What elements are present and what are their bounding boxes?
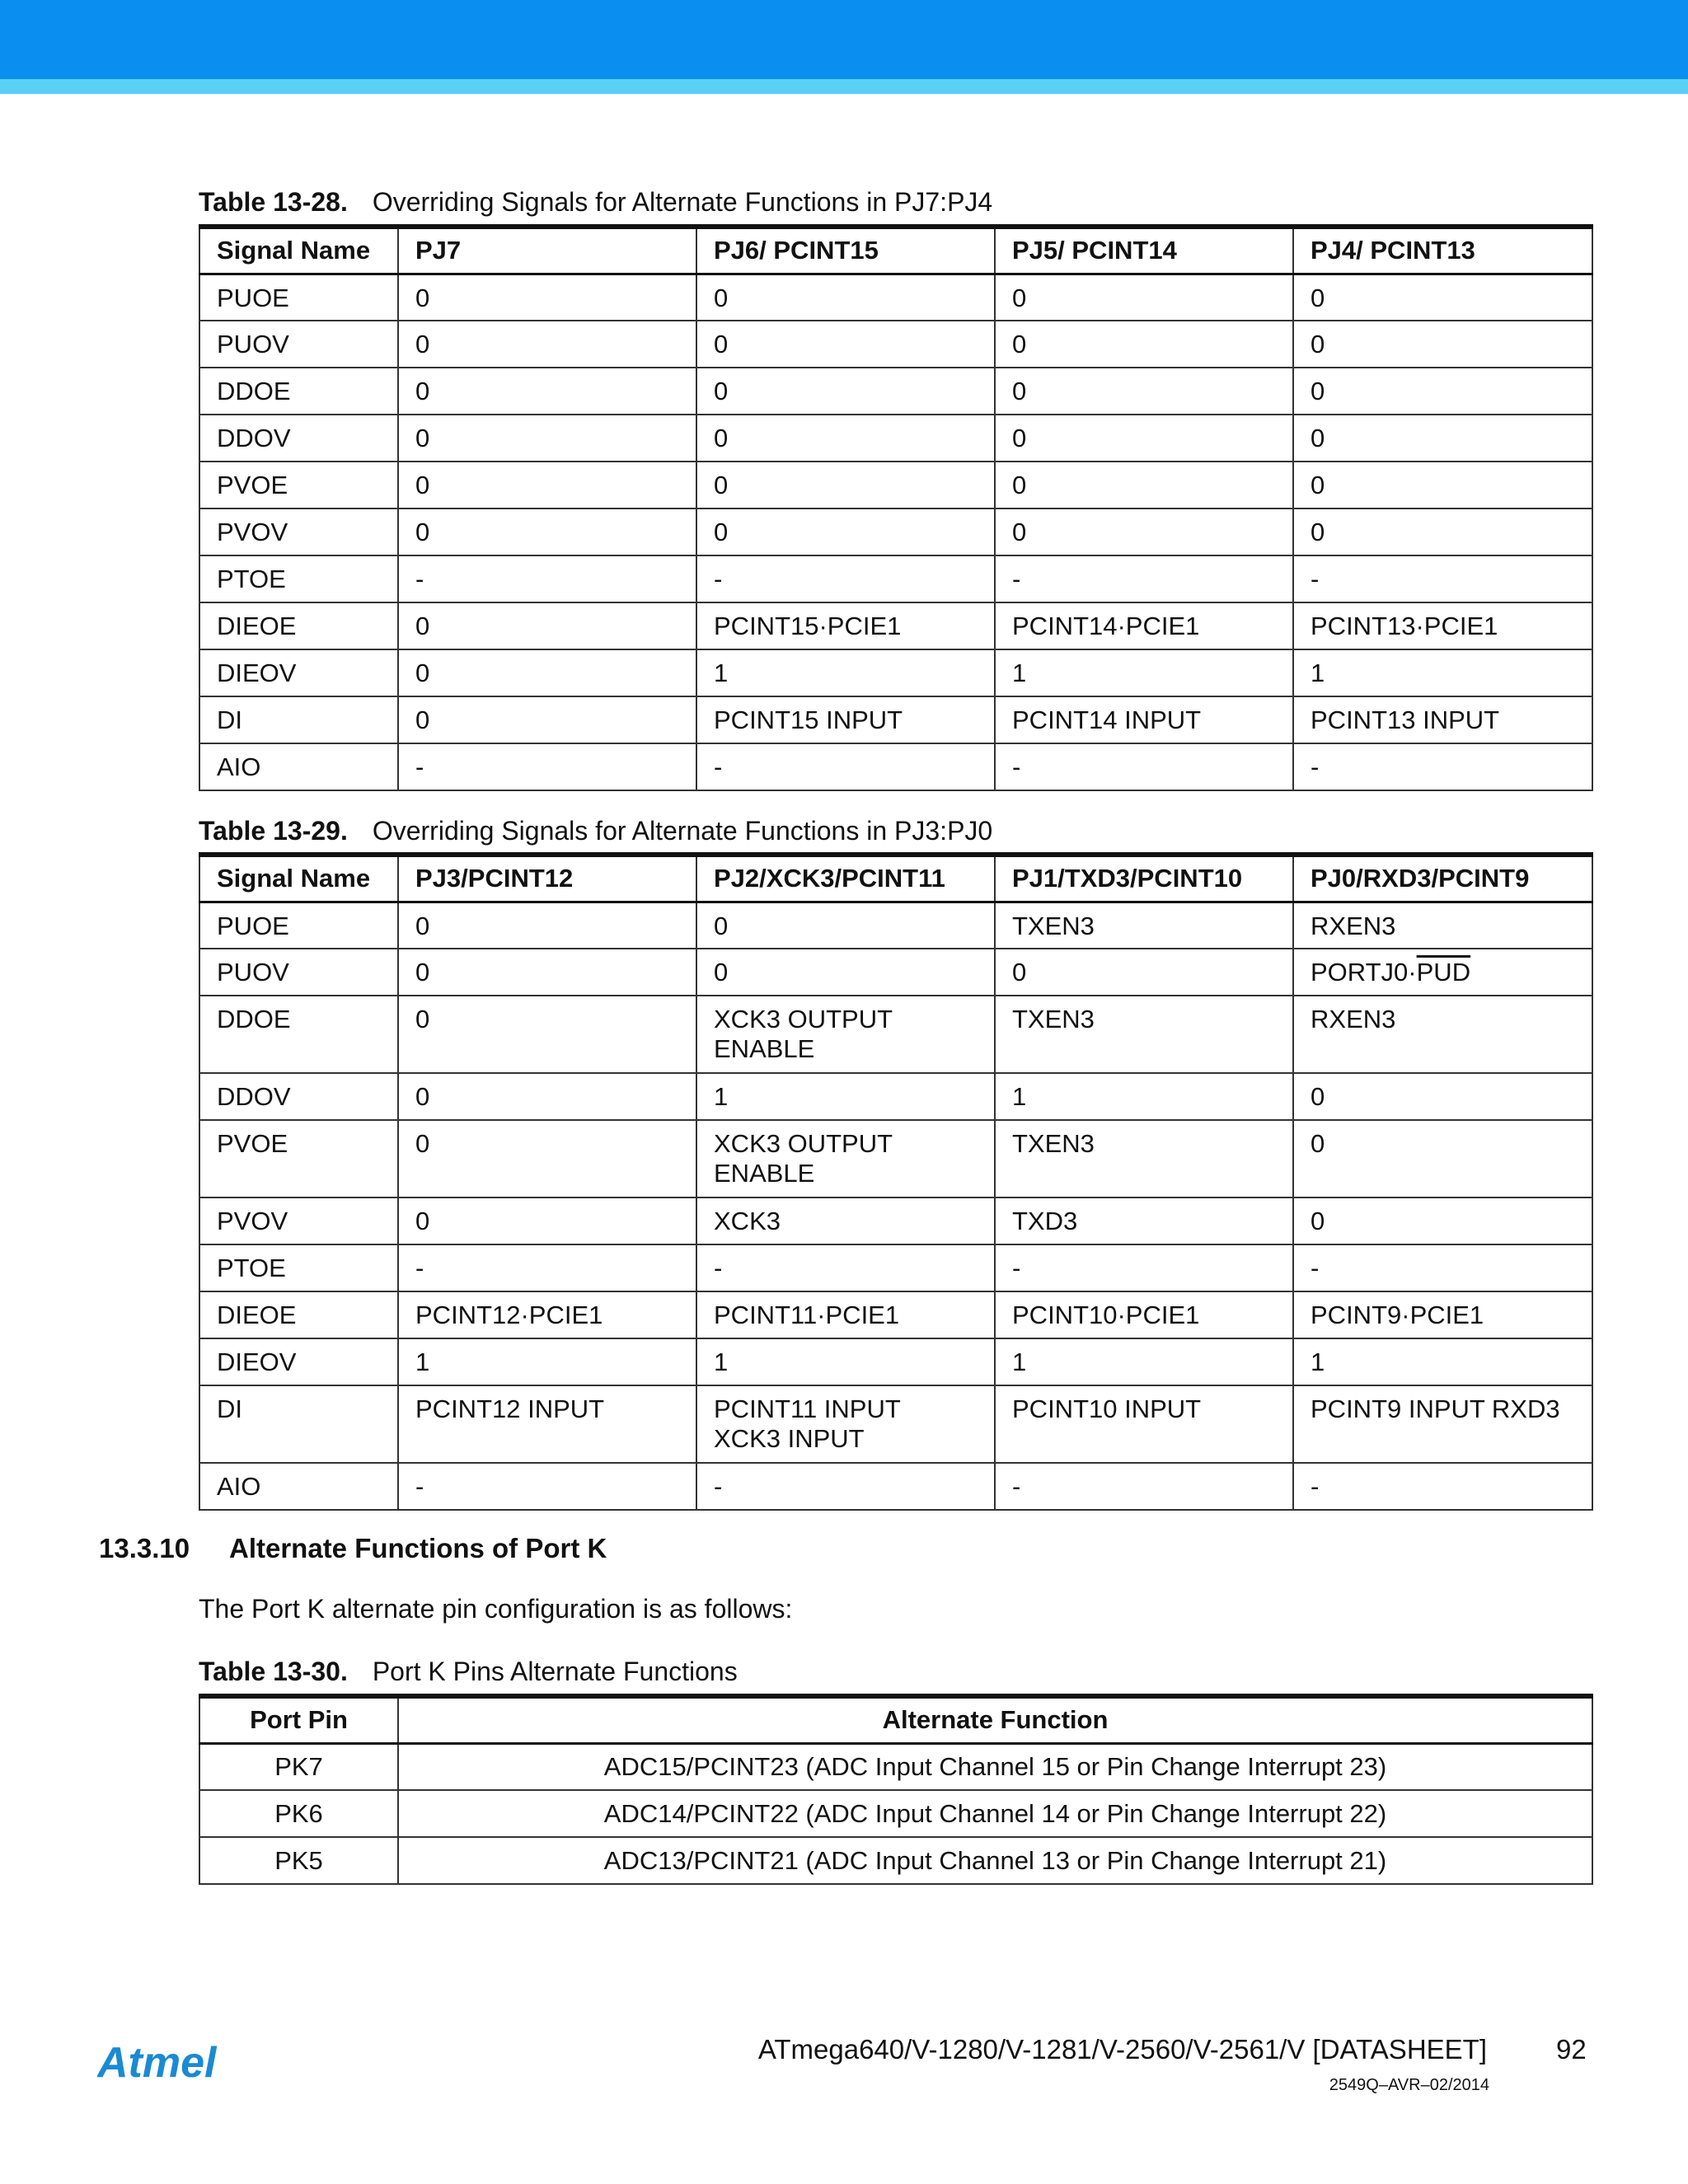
table-cell: 1: [1293, 649, 1592, 696]
table-row: [199, 1338, 1592, 1385]
table-row: [199, 602, 1592, 649]
table-cell: PCINT15 INPUT: [696, 696, 995, 743]
column-header: PJ5/ PCINT14: [995, 227, 1293, 274]
page-number: 92: [1556, 2034, 1587, 2064]
table-cell: 0: [398, 649, 696, 696]
table-cell: 0: [1293, 415, 1592, 462]
table-13-29-caption: [199, 814, 992, 847]
table-cell: PCINT13·PCIE1: [1293, 602, 1592, 649]
table-cell: PTOE: [199, 1244, 398, 1291]
table-cell: PCINT12·PCIE1: [398, 1291, 696, 1338]
table-row: [199, 415, 1592, 462]
table-cell: TXEN3: [995, 1120, 1293, 1197]
table-cell: 0: [398, 1120, 696, 1197]
table-cell: -: [398, 555, 696, 602]
table-cell: PUOE: [199, 274, 398, 321]
table-label: Table 13-28.: [199, 187, 348, 217]
table-row: [199, 649, 1592, 696]
table-cell: 0: [1293, 509, 1592, 555]
table-row: [199, 902, 1592, 949]
column-header: Port Pin: [199, 1696, 398, 1743]
table-cell: 1: [1293, 1338, 1592, 1385]
table-row: [199, 462, 1592, 509]
table-cell: RXEN3: [1293, 902, 1592, 949]
table-cell: -: [995, 555, 1293, 602]
table-13-28: [199, 224, 1593, 791]
table-cell: PUOV: [199, 949, 398, 996]
header-strip: [0, 79, 1688, 94]
table-cell: 0: [1293, 1073, 1592, 1120]
table-cell: XCK3: [696, 1197, 995, 1244]
intro-paragraph: The Port K alternate pin configuration is as follows:: [199, 1594, 793, 1624]
table-cell: PCINT14 INPUT: [995, 696, 1293, 743]
table-cell: 0: [1293, 368, 1592, 415]
column-header: Signal Name: [199, 227, 398, 274]
column-header: PJ2/XCK3/PCINT11: [696, 855, 995, 902]
table-cell: PCINT10·PCIE1: [995, 1291, 1293, 1338]
table-cell: 0: [398, 509, 696, 555]
column-header: Alternate Function: [398, 1696, 1592, 1743]
table-cell: 0: [1293, 274, 1592, 321]
table-cell: 0: [696, 949, 995, 996]
table-cell: -: [398, 1244, 696, 1291]
table-cell: 1: [696, 649, 995, 696]
table-cell: 0: [995, 509, 1293, 555]
cell-text: XCK3 OUTPUT ENABLE: [714, 1005, 893, 1063]
table-cell: -: [696, 555, 995, 602]
table-cell: PK5: [199, 1837, 398, 1884]
table-cell: 0: [696, 509, 995, 555]
column-header: PJ7: [398, 227, 696, 274]
table-cell: 0: [398, 996, 696, 1073]
table-cell: 0: [1293, 462, 1592, 509]
table-cell: 0: [696, 462, 995, 509]
header-bar: [0, 0, 1688, 79]
table-cell: PCINT13 INPUT: [1293, 696, 1592, 743]
table-label: Table 13-29.: [199, 816, 348, 846]
table-cell: AIO: [199, 743, 398, 790]
table-cell: 1: [995, 649, 1293, 696]
table-cell: PUOV: [199, 321, 398, 368]
section-number: 13.3.10: [99, 1533, 190, 1563]
table-cell: 0: [398, 602, 696, 649]
table-13-28-caption: [199, 185, 992, 218]
table-row: [199, 1197, 1592, 1244]
table-cell: -: [696, 1463, 995, 1510]
logo-text: Atmel: [97, 2039, 217, 2085]
cell-text: XCK3 OUTPUT ENABLE: [714, 1129, 893, 1188]
table-cell: 0: [398, 274, 696, 321]
section-heading: [99, 1533, 607, 1564]
table-cell: 0: [1293, 321, 1592, 368]
table-cell: DIEOV: [199, 1338, 398, 1385]
table-cell: DIEOE: [199, 1291, 398, 1338]
atmel-logo: [97, 2036, 237, 2085]
table-row: [199, 321, 1592, 368]
table-cell: -: [696, 743, 995, 790]
table-cell: DI: [199, 696, 398, 743]
table-cell: 1: [696, 1338, 995, 1385]
table-cell: -: [398, 743, 696, 790]
table-cell: 0: [696, 274, 995, 321]
table-cell: ADC15/PCINT23 (ADC Input Channel 15 or Pin Change Interrupt 23): [398, 1743, 1592, 1790]
table-cell: 0: [398, 1197, 696, 1244]
table-cell: 0: [995, 415, 1293, 462]
table-cell: -: [995, 1463, 1293, 1510]
table-cell: ADC13/PCINT21 (ADC Input Channel 13 or Pin Change Interrupt 21): [398, 1837, 1592, 1884]
table-13-30: [199, 1694, 1593, 1885]
table-cell: -: [1293, 743, 1592, 790]
table-cell: [696, 1120, 995, 1197]
table-cell: [696, 996, 995, 1073]
section-title: Alternate Functions of Port K: [229, 1533, 607, 1563]
table-cell: 0: [398, 415, 696, 462]
table-cell: 0: [398, 949, 696, 996]
table-cell: 0: [398, 321, 696, 368]
portj0-text: PORTJ0·: [1311, 958, 1417, 987]
table-cell: PCINT9·PCIE1: [1293, 1291, 1592, 1338]
table-cell: 1: [398, 1338, 696, 1385]
column-header: PJ0/RXD3/PCINT9: [1293, 855, 1592, 902]
table-cell: ADC14/PCINT22 (ADC Input Channel 14 or Pin Change Interrupt 22): [398, 1790, 1592, 1837]
column-header: PJ3/PCINT12: [398, 855, 696, 902]
table-cell: PTOE: [199, 555, 398, 602]
table-row: [199, 1385, 1592, 1463]
table-cell: 0: [398, 902, 696, 949]
table-cell: 0: [398, 1073, 696, 1120]
table-cell: [696, 1385, 995, 1463]
table-cell: -: [696, 1244, 995, 1291]
table-cell: DDOE: [199, 996, 398, 1073]
table-cell: PCINT11·PCIE1: [696, 1291, 995, 1338]
table-cell: 0: [398, 368, 696, 415]
table-cell: 0: [696, 415, 995, 462]
table-cell: 0: [398, 462, 696, 509]
table-row: [199, 949, 1592, 996]
footer-doc-code: 2549Q–AVR–02/2014: [1329, 2076, 1489, 2094]
column-header: PJ6/ PCINT15: [696, 227, 995, 274]
pud-inverted: $\overline{PUD}$: [1416, 958, 1471, 987]
table-13-30-caption: [199, 1655, 738, 1688]
table-cell: PCINT9 INPUT RXD3: [1293, 1385, 1592, 1463]
table-header-row: [199, 1696, 1592, 1743]
table-title: Overriding Signals for Alternate Functions in PJ7:PJ4: [372, 187, 993, 217]
table-cell: DDOE: [199, 368, 398, 415]
table-cell: PK7: [199, 1743, 398, 1790]
table-cell: PK6: [199, 1790, 398, 1837]
table-cell: PCINT12 INPUT: [398, 1385, 696, 1463]
table-row: [199, 1073, 1592, 1120]
table-cell: PUOE: [199, 902, 398, 949]
table-cell: 0: [1293, 1120, 1592, 1197]
table-cell: DI: [199, 1385, 398, 1463]
table-cell: AIO: [199, 1463, 398, 1510]
table-cell: 0: [696, 368, 995, 415]
table-row: [199, 555, 1592, 602]
column-header: PJ1/TXD3/PCINT10: [995, 855, 1293, 902]
table-row: [199, 1463, 1592, 1510]
table-row: [199, 1244, 1592, 1291]
table-cell: PVOV: [199, 1197, 398, 1244]
table-row: [199, 743, 1592, 790]
table-cell: -: [995, 1244, 1293, 1291]
table-cell: 1: [995, 1338, 1293, 1385]
table-cell: PVOE: [199, 462, 398, 509]
column-header: PJ4/ PCINT13: [1293, 227, 1592, 274]
table-cell: PCINT14·PCIE1: [995, 602, 1293, 649]
table-row: [199, 509, 1592, 555]
table-header-row: [199, 227, 1592, 274]
table-cell: 0: [696, 321, 995, 368]
table-row: [199, 1743, 1592, 1790]
table-header-row: [199, 855, 1592, 902]
table-cell: RXEN3: [1293, 996, 1592, 1073]
table-cell: 1: [696, 1073, 995, 1120]
table-label: Table 13-30.: [199, 1657, 348, 1686]
table-cell: 0: [995, 368, 1293, 415]
footer-doc-title: ATmega640/V-1280/V-1281/V-2560/V-2561/V [DATASHEET]: [757, 2034, 1487, 2064]
table-title: Port K Pins Alternate Functions: [372, 1657, 738, 1686]
table-cell: 0: [995, 462, 1293, 509]
table-row: [199, 1291, 1592, 1338]
table-cell: -: [1293, 1244, 1592, 1291]
table-13-29: [199, 852, 1593, 1511]
cell-text: PCINT11 INPUT XCK3 INPUT: [714, 1394, 901, 1453]
table-cell: PCINT10 INPUT: [995, 1385, 1293, 1463]
table-cell: DIEOE: [199, 602, 398, 649]
table-cell: -: [1293, 1463, 1592, 1510]
table-cell: DIEOV: [199, 649, 398, 696]
table-row: [199, 1120, 1592, 1197]
table-cell: 0: [995, 949, 1293, 996]
table-cell: -: [1293, 555, 1592, 602]
table-row: [199, 996, 1592, 1073]
table-cell: 0: [995, 321, 1293, 368]
table-row: [199, 274, 1592, 321]
table-cell: 0: [1293, 1197, 1592, 1244]
table-cell: DDOV: [199, 415, 398, 462]
table-row: [199, 1790, 1592, 1837]
table-cell: TXEN3: [995, 902, 1293, 949]
table-row: [199, 696, 1592, 743]
table-cell: [1293, 949, 1592, 996]
column-header: Signal Name: [199, 855, 398, 902]
table-cell: -: [398, 1463, 696, 1510]
table-row: [199, 368, 1592, 415]
table-cell: 1: [995, 1073, 1293, 1120]
table-cell: PVOV: [199, 509, 398, 555]
table-cell: 0: [696, 902, 995, 949]
table-row: [199, 1837, 1592, 1884]
table-cell: TXD3: [995, 1197, 1293, 1244]
table-cell: PCINT15·PCIE1: [696, 602, 995, 649]
table-cell: TXEN3: [995, 996, 1293, 1073]
table-cell: 0: [398, 696, 696, 743]
table-title: Overriding Signals for Alternate Functions in PJ3:PJ0: [372, 816, 993, 846]
table-cell: DDOV: [199, 1073, 398, 1120]
table-cell: -: [995, 743, 1293, 790]
table-cell: PVOE: [199, 1120, 398, 1197]
table-cell: 0: [995, 274, 1293, 321]
